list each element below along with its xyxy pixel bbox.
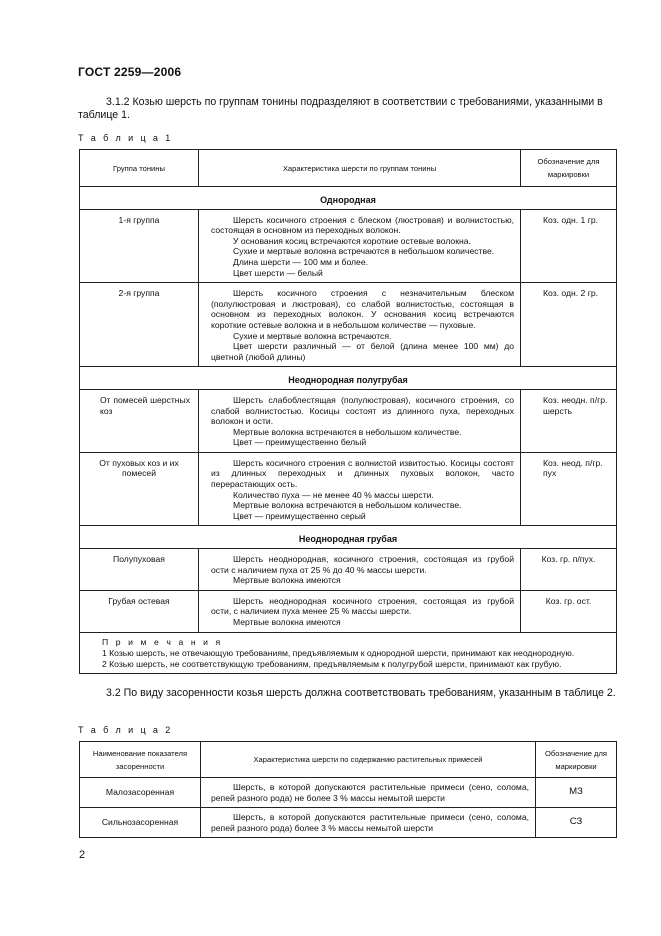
description-line: Шерсть неоднородная косичного строения, состоящая из грубой ости, с наличием пуха менее 25 % массы шерсти. (211, 595, 514, 617)
description-line: Шерсть слабоблестящая (полулюстровая), косичного строения, со слабой волнистостью. Косицы состоят из длинного пуха, переходных волокон и ости. (211, 394, 514, 427)
row-description (199, 389, 521, 452)
row-marking: Коз. неод. п/гр. пух (521, 452, 617, 526)
table-row (80, 590, 617, 632)
document-title: ГОСТ 2259—2006 (78, 65, 182, 79)
header-characteristic: Характеристика шерсти по группам тонины (199, 150, 521, 187)
description-line: Шерсть косичного строения с волнистой извитостью. Косицы состоят из длинных переходных и длинных пуховых волокон, часто перерастающих ость. (211, 457, 514, 490)
description-line: Мертвые волокна встречаются в небольшом количестве. (233, 426, 462, 437)
group-heading-row (80, 367, 617, 390)
header-group: Группа тонины (80, 150, 199, 187)
header-name: Наименование показателя засоренности (80, 742, 201, 778)
row-group-name: 1-я группа (80, 209, 199, 283)
table-row (80, 808, 617, 838)
description-line: Мертвые волокна имеются (233, 575, 341, 586)
table-row (80, 209, 617, 283)
header-characteristic: Характеристика шерсти по содержанию растительных примесей (201, 742, 536, 778)
row-description (199, 590, 521, 632)
description-line: Цвет — преимущественно белый (233, 437, 367, 448)
notes-title: П р и м е ч а н и я (102, 636, 223, 647)
description-line: Длина шерсти — 100 мм и более. (233, 256, 368, 267)
group-heading: Неоднородная полугрубая (80, 367, 617, 390)
row-description (199, 209, 521, 283)
row-marking: Коз. гр. ост. (521, 590, 617, 632)
row-group-name: 2-я группа (80, 283, 199, 367)
description-line: Цвет шерсти — белый (233, 267, 323, 278)
note-2: 2 Козью шерсть, не соответствующую требованиям, предъявляемым к полугрубой шерсти, принимают как грубую. (102, 658, 562, 669)
row-marking: Коз. одн. 2 гр. (521, 283, 617, 367)
page-number: 2 (79, 849, 86, 861)
row-description: Шерсть, в которой допускаются растительные примеси (сено, солома, репей разного рода) более 3 % массы немытой шерсти (201, 808, 536, 838)
row-marking: Коз. гр. п/пух. (521, 549, 617, 591)
row-description (199, 283, 521, 367)
description-line: Количество пуха — не менее 40 % массы шерсти. (233, 489, 434, 500)
table-1-notes-row (80, 632, 617, 674)
description-line: Мертвые волокна встречаются в небольшом количестве. (233, 500, 462, 511)
header-marking: Обозначение для маркировки (536, 742, 617, 778)
table-1-header-row (80, 150, 617, 187)
description-line: Сухие и мертвые волокна встречаются в небольшом количестве. (233, 246, 495, 257)
description-line: Цвет шерсти различный — от белой (длина менее 100 мм) до цветной (любой длины) (211, 341, 514, 362)
table-row (80, 452, 617, 526)
row-description (199, 452, 521, 526)
table-1 (79, 149, 617, 674)
row-group-name: Полупуховая (80, 549, 199, 591)
header-marking: Обозначение для маркировки (521, 150, 617, 187)
row-group-name: От пуховых коз и их помесей (80, 452, 199, 526)
group-heading-row (80, 526, 617, 549)
table-2 (79, 741, 617, 838)
description-line: Шерсть косичного строения с блеском (люстровая) и волнистостью, состоящая в основном из переходных волокон. (211, 214, 514, 236)
row-name: Сильнозасоренная (80, 808, 201, 838)
row-name: Малозасоренная (80, 778, 201, 808)
description-line: Цвет — преимущественно серый (233, 510, 366, 521)
section-3-2-paragraph: 3.2 По виду засоренности козья шерсть должна соответствовать требованиям, указанным в таблице 2. (106, 687, 616, 699)
description-line: Шерсть косичного строения с незначительным блеском (полулюстровая и люстровая), со слабой волнистостью, состоящая в основном из переходных волокон. У основания косиц встречаются короткие остевые волокна и в небольшом количестве — пуховые. (211, 288, 514, 330)
row-group-name: От помесей шерстных коз (80, 389, 199, 452)
table-2-caption: Т а б л и ц а 2 (78, 725, 173, 735)
row-marking: Коз. неодн. п/гр. шерсть (521, 389, 617, 452)
table-1-caption: Т а б л и ц а 1 (78, 133, 173, 143)
section-3-1-2-paragraph: 3.1.2 Козью шерсть по группам тонины подразделяют в соответствии с требованиями, указанными в таблице 1. (78, 96, 603, 121)
group-heading: Однородная (80, 187, 617, 210)
description-line: Шерсть неоднородная, косичного строения, состоящая из грубой ости с наличием пуха от 25 % до 40 % массы шерсти. (211, 554, 514, 575)
table-2-header-row (80, 742, 617, 778)
row-group-name: Грубая остевая (80, 590, 199, 632)
group-heading-row (80, 187, 617, 210)
row-description (199, 549, 521, 591)
row-marking: СЗ (536, 808, 617, 838)
row-description: Шерсть, в которой допускаются растительные примеси (сено, солома, репей разного рода) не более 3 % массы немытой шерсти (201, 778, 536, 808)
table-row (80, 549, 617, 591)
table-row (80, 389, 617, 452)
table-1-notes (80, 632, 617, 674)
table-row (80, 778, 617, 808)
description-line: Сухие и мертвые волокна встречаются. (233, 330, 392, 341)
group-heading: Неоднородная грубая (80, 526, 617, 549)
description-line: У основания косиц встречаются короткие остевые волокна. (233, 235, 471, 246)
note-1: 1 Козью шерсть, не отвечающую требованиям, предъявляемым к однородной шерсти, принимают как неоднородную. (102, 648, 575, 659)
description-line: Мертвые волокна имеются (233, 617, 341, 627)
row-marking: МЗ (536, 778, 617, 808)
row-marking: Коз. одн. 1 гр. (521, 209, 617, 283)
table-row (80, 283, 617, 367)
